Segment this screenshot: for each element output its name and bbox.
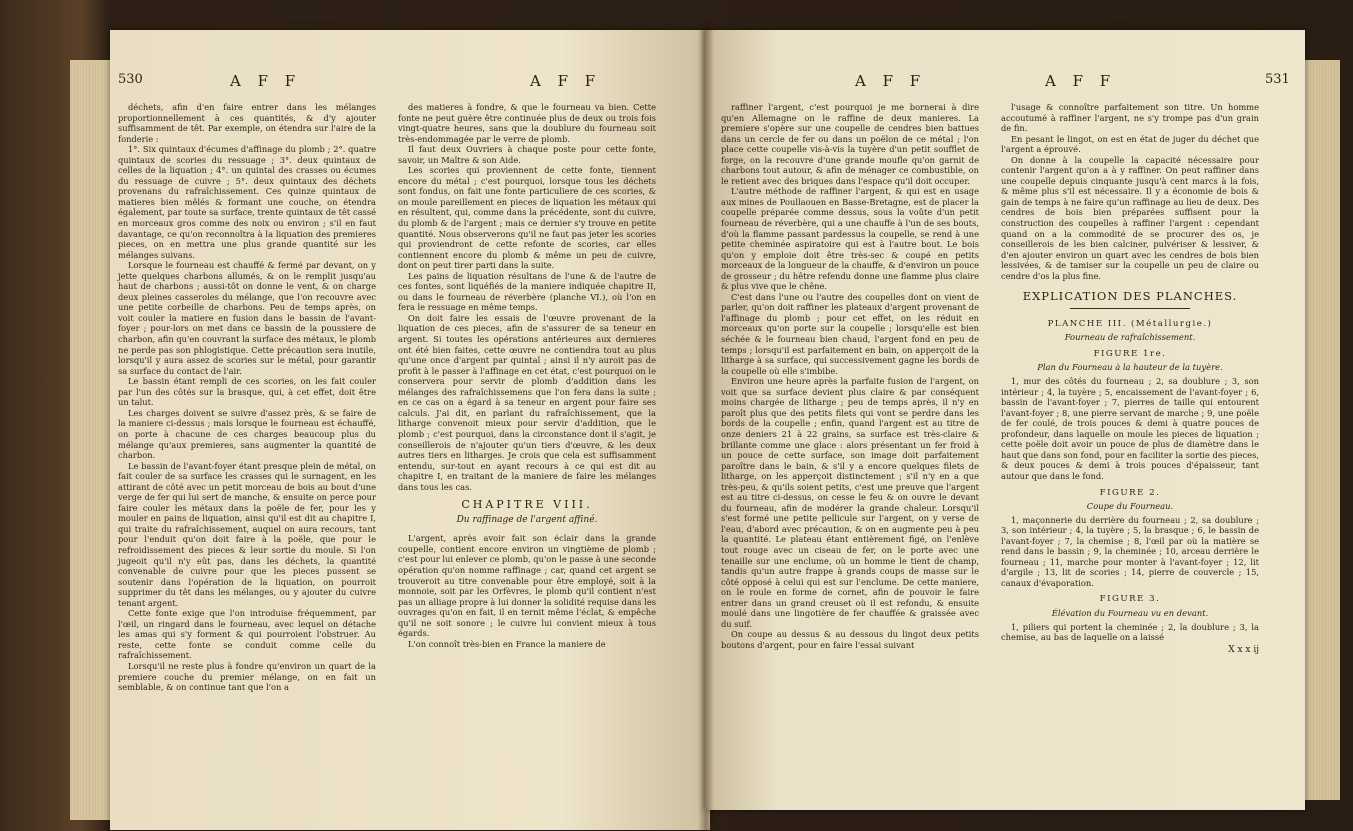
plate-title: PLANCHE III. (Métallurgie.) (1047, 318, 1213, 329)
paragraph: L'on connoît très-bien en France la maniere de (408, 638, 606, 649)
paragraph: Les pains de liquation résultans de l'une & de l'autre de ces fontes, sont liquéfiés de la maniere indiquée chapitre II, ou dans le fourneau de réverbère (planche VI.), où l'on en fera le ressuage en même temps. (398, 270, 656, 313)
chapter-subtitle: Du raffinage de l'argent affiné. (456, 514, 598, 525)
figure-caption: Coupe du Fourneau. (1086, 501, 1174, 512)
running-head: A F F (230, 72, 302, 90)
figure-title: FIGURE 2. (1099, 487, 1161, 498)
paragraph: L'argent, après avoir fait son éclair dans la grande coupelle, contient encore environ un vingtième de plomb ; c'est pour lui enlever ce plomb, qu'on le passe à une seconde opération qu'on nomme raffinage ; car, quand cet argent se trouveroit au titre convenable pour être employé, soit à la monnoie, soit par les Orfèvres, le plomb qu'il contient n'est pas un alliage propre à lui donner la solidité requise dans les ouvrages qu'on en fait, il en ternit même l'éclat, & empêche qu'il ne soit sonore ; le cuivre lui convient mieux à tous égards. (398, 533, 656, 639)
page-number: 530 (118, 72, 143, 87)
paragraph: 1, piliers qui portent la cheminée ; 2, la doublure ; 3, la chemise, au bas de laquelle on a laissé (1001, 621, 1259, 643)
paragraph: Environ une heure après la parfaite fusion de l'argent, on voit que sa surface devient plus claire & par conséquent moins chargée de litharge ; peu de temps après, il n'y en paroît plus que des petits filets qui vont se perdre dans les bords de la coupelle ; enfin, quand l'argent est au titre de onze deniers 21 à 22 grains, sa surface est très-claire & brillante comme une glace : alors présentant un fer froid à un pouce de cette surface, son image doit parfaitement paroître dans le bain, & s'il y a encore quelques filets de litharge, on les apperçoit distinctement ; s'il n'y en a que très-peu, & qu'ils soient petits, c'est une preuve que l'argent est au titre ci-dessus, on cesse le feu & on ouvre le devant du fourneau, afin de modérer la grande chaleur. Lorsqu'il s'est formé une petite pellicule sur l'argent, on y verse de l'eau, d'abord avec précaution, & on en augmente peu à peu la quantité. Le plateau étant entièrement figé, on l'enlève tout rouge avec un ciseau de fer, on le porte avec une tenaille sur une enclume, où un homme le tient de champ, tandis qu'un autre frappe à grands coups de masse sur le côté opposé à celui qui est sur l'enclume. De cette maniere, on le roule en forme de cornet, afin de pouvoir le faire entrer dans un grand creuset où il est refondu, & ensuite moulé dans une lingotière de fer chauffée & graissée avec du suif. (721, 376, 979, 629)
paragraph: Lorsqu'il ne reste plus à fondre qu'environ un quart de la premiere couche du premier mélange, on en fait un semblable, & on continue tant que l'on a (118, 660, 376, 693)
paragraph: 1, maçonnerie du derrière du fourneau ; 2, sa doublure ; 3, son intérieur ; 4, la tuyère ; 5, la brasque ; 6, le bassin de l'avant-foyer ; 7, la chemise ; 8, l'œil par où la matière se rend dans le bassin ; 9, la cheminée ; 10, arceau derrière le fourneau ; 11, marche pour monter à l'avant-foyer ; 12, lit d'argile ; 13, lit de scories ; 14, pierre de couvercle ; 15, canaux d'évaporation. (1001, 514, 1259, 588)
paragraph: déchets, afin d'en faire entrer dans les mélanges proportionnellement à ces quantités, & d'y ajouter suffisamment de têt. Par exemple, on étendra sur l'aire de la fonderie : (118, 102, 376, 144)
text-column-right (1001, 102, 1259, 655)
paragraph: Les charges doivent se suivre d'assez près, & se faire de la maniere ci-dessus ; mais lorsque le fourneau est échauffé, on porte à chacune de ces charges beaucoup plus du mélange qu'aux premieres, sans augmenter la quantité de charbon. (118, 407, 376, 461)
paragraph: On donne à la coupelle la capacité nécessaire pour contenir l'argent qu'on a à y raffiner. On peut raffiner dans une coupelle depuis cinquante jusqu'à cent marcs à la fois, & même plus s'il est nécessaire. Il y a économie de bois & gain de temps à ne faire qu'un raffinage au lieu de deux. Des cendres de bois bien préparées suffisent pour la construction des coupelles à raffiner l'argent : cependant quand on a la commodité de se procurer des os, je conseillerois de les bien calciner, pulvériser & lessiver, & d'en ajouter environ un quart avec les cendres de bois bien lessivées, & de tamiser sur la coupelle un peu de claire ou cendre d'os la plus fine. (1001, 154, 1259, 281)
page-edges-right (1300, 60, 1340, 800)
right-page (705, 30, 1305, 810)
paragraph: C'est dans l'une ou l'autre des coupelles dont on vient de parler, qu'on doit raffiner les plateaux d'argent provenant de l'affinage du plomb ; pour cet effet, on les réduit en morceaux qu'on porte sur la coupelle ; lorsqu'elle est bien séchée & le fourneau bien chaud, l'argent fond en peu de temps ; lorsqu'il est parfaitement en bain, on apperçoit de la litharge à sa surface, qui successivement gagne les bords de la coupelle où elle s'imbibe. (721, 291, 979, 376)
paragraph: Il faut deux Ouvriers à chaque poste pour cette fonte, savoir, un Maître & son Aide. (398, 144, 656, 165)
figure-caption: Élévation du Fourneau vu en devant. (1051, 607, 1209, 618)
divider (1070, 308, 1190, 309)
paragraph: l'usage & connoître parfaitement son titre. Un homme accoutumé à raffiner l'argent, ne s'y trompe pas d'un grain de fin. (1001, 102, 1259, 134)
figure-caption: Plan du Fourneau à la hauteur de la tuyère. (1037, 362, 1223, 373)
section-heading: EXPLICATION DES PLANCHES. (1022, 289, 1238, 304)
running-head: A F F (855, 72, 927, 90)
paragraph: L'autre méthode de raffiner l'argent, & qui est en usage aux mines de Poullaouen en Basse-Bretagne, est de placer la coupelle préparée comme dessus, sous la voûte d'un petit fourneau de réverbère, qui a une chauffe à l'un de ses bouts, d'où la flamme passant pardessus la coupelle, se rend à une petite cheminée aspiratoire qui est à l'autre bout. Le bois qu'on y emploie doit être très-sec & coupé en petits morceaux de la longueur de la chauffe, & d'environ un pouce de grosseur ; du hêtre refendu donne une flamme plus claire & plus vive que le chêne. (721, 186, 979, 292)
paragraph: Les scories qui proviennent de cette fonte, tiennent encore du métal ; c'est pourquoi, lorsque tous les déchets sont fondus, on fait une fonte particuliere de ces scories, & on moule pareillement en pieces de liquation les métaux qui en résultent, qui, comme dans la précédente, sont du cuivre, du plomb & de l'argent ; mais ce dernier s'y trouve en petite quantité. Nous observerons qu'il ne faut pas jeter les scories qui proviendront de cette refonte de scories, car elles contiennent encore du plomb & même un peu de cuivre, dont on peut tirer parti dans la suite. (398, 165, 656, 271)
paragraph: des matieres à fondre, & que le fourneau va bien. Cette fonte ne peut guère être continuée plus de deux ou trois fois vingt-quatre heures, sans que la doublure du fourneau soit très-endommagée par le verre de plomb. (398, 102, 656, 144)
book-gutter (698, 30, 714, 830)
running-head: A F F (530, 72, 602, 90)
figure-title: FIGURE 3. (1099, 594, 1161, 605)
paragraph: On coupe au dessus & au dessous du lingot deux petits boutons d'argent, pour en faire l'essai suivant (721, 629, 979, 650)
chapter-title: CHAPITRE VIII. (461, 498, 593, 512)
paragraph: En pesant le lingot, on est en état de juger du déchet que l'argent a éprouvé. (1001, 133, 1259, 155)
text-column-right (398, 102, 656, 649)
page-number: 531 (1265, 72, 1290, 87)
paragraph: Le bassin de l'avant-foyer étant presque plein de métal, on fait couler de sa surface les crasses qui le surnagent, en les attirant de côté avec un petit morceau de bois au bout d'une verge de fer qui lui sert de manche, & ensuite on perce pour faire couler les métaux dans la poële de fer, pour les y mouler en pains de liquation, ainsi qu'il est dit au chapitre I, qui traite du rafraîchissement, auquel on aura recours, tant pour l'enduit qu'on doit faire à la poële, que pour le refroidissement des pieces & leur sortie du moule. Si l'on jugeoit qu'il n'y eût pas, dans les déchets, la quantité convenable de cuivre pour que les pieces pussent se soutenir dans l'opération de la liquation, on pourroit supprimer du têt dans les mélanges, ou y ajouter du cuivre tenant argent. (118, 460, 376, 608)
left-page (110, 30, 710, 830)
paragraph: 1, mur des côtés du fourneau ; 2, sa doublure ; 3, son intérieur ; 4, la tuyère ; 5, encaissement de l'avant-foyer ; 6, bassin de l'avant-foyer ; 7, pierres de taille qui entourent l'avant-foyer ; 8, une pierre servant de marche ; 9, une poële de fer coulé, de trois pouces & demi à quatre pouces de profondeur, dans laquelle on moule les pieces de liquation ; cette poële doit avoir un pouce de plus de diamètre dans le haut que dans son fond, pour en faciliter la sortie des pieces, & deux pouces & demi à trois pouces d'épaisseur, tant autour que dans le fond. (1001, 376, 1259, 481)
text-column-left (721, 102, 979, 650)
text-column-left (118, 102, 376, 693)
paragraph: Le bassin étant rempli de ces scories, on les fait couler par l'un des côtés sur la brasque, qui, à cet effet, doit être un talut. (118, 376, 376, 408)
signature-mark: X x x ij (1228, 644, 1259, 655)
paragraph: 1°. Six quintaux d'écumes d'affinage du plomb ; 2°. quatre quintaux de scories du ressuage ; 3°. deux quintaux de celles de la liquation ; 4°. un quintal des crasses ou écumes du ressuage de cuivre ; 5°. deux quintaux des déchets provenans du rafraîchissement. Ces quinze quintaux de matieres bien mêlés & formant une couche, on étendra également, par toute sa surface, trente quintaux de têt cassé en morceaux gros comme des noix ou environ ; s'il en faut davantage, ce qu'on reconnoîtra à la liquation des premieres pieces, on en mettra une plus grande quantité sur les mélanges suivans. (118, 144, 376, 260)
paragraph: Lorsque le fourneau est chauffé & fermé par devant, on y jette quelques charbons allumés, & on le remplit jusqu'au haut de charbons ; aussi-tôt on donne le vent, & on charge deux pleines casseroles du mélange, que l'on recouvre avec une petite corbeille de charbons. Peu de temps après, on voit couler la matiere en fusion dans le bassin de l'avant-foyer ; pour-lors on met dans ce bassin de la poussiere de charbon, afin qu'en couvrant la surface des métaux, le plomb ne perde pas son phlogistique. Cette précaution sera inutile, lorsqu'il y aura assez de scories sur le métal, pour garantir sa surface du contact de l'air. (118, 260, 376, 376)
paragraph: raffiner l'argent, c'est pourquoi je me bornerai à dire qu'en Allemagne on le raffine de deux manieres. La premiere s'opère sur une coupelle de cendres bien battues dans un cercle de fer ou dans un poëlon de ce métal ; l'on place cette coupelle vis-à-vis la tuyère d'un petit soufflet de forge, on la recouvre d'une grande moufle qu'on garnit de charbons tout autour, & afin de ménager ce combustible, on le retient avec des briques dans l'espace qu'il doit occuper. (721, 102, 979, 186)
figure-title: FIGURE 1re. (1093, 348, 1167, 359)
paragraph: On doit faire les essais de l'œuvre provenant de la liquation de ces pieces, afin de s'assurer de sa teneur en argent. Si toutes les opérations antérieures aux dernieres ont été bien faites, cette œuvre ne contiendra tout au plus qu'une once d'argent par quintal ; ainsi il n'y auroit pas de profit à le passer à l'affinage en cet état, c'est pourquoi on le conservera pour servir de plomb d'addition dans les mélanges des rafraîchissemens que l'on fera dans la suite ; en ce cas on a égard à sa teneur en argent pour faire ses calculs. J'ai dit, en parlant du rafraîchissement, que la litharge convenoit mieux pour servir d'addition, que le plomb ; c'est pourquoi, dans la circonstance dont il s'agit, je conseillerois de n'ajouter qu'un tiers d'œuvre, & les deux autres tiers en litharges. Je crois que cela est suffisamment entendu, sur-tout en ayant recours à ce qui est dit au chapitre I, en traitant de la maniere de faire les mélanges dans tous les cas. (398, 312, 656, 492)
running-head: A F F (1045, 72, 1117, 90)
plate-subtitle: Fourneau de rafraîchissement. (1064, 332, 1196, 343)
paragraph: Cette fonte exige que l'on introduise fréquemment, par l'œil, un ringard dans le fourneau, avec lequel on détache les amas qui s'y forment & qui pourroient l'obstruer. Au reste, cette fonte se conduit comme celle du rafraîchissement. (118, 608, 376, 661)
